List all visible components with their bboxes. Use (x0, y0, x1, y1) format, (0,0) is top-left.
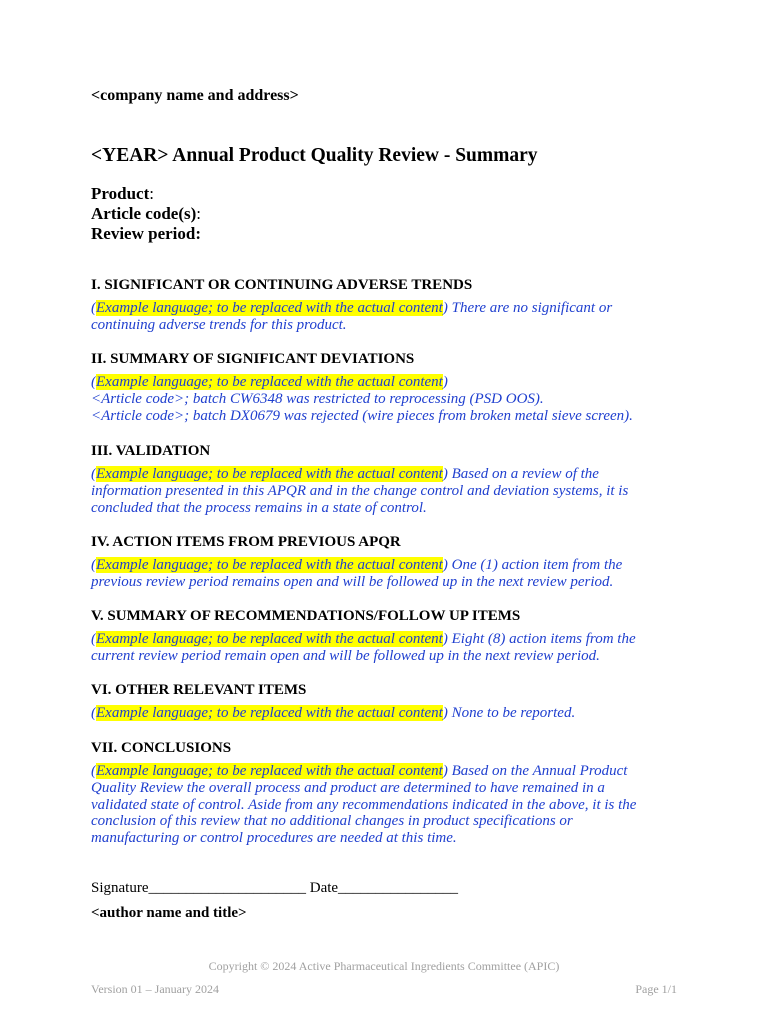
product-label: Product (91, 184, 150, 203)
footer-version: Version 01 – January 2024 (91, 982, 219, 996)
section-deviations (91, 350, 681, 424)
article-code-label: Article code(s) (91, 204, 197, 223)
section-line: (Example language; to be replaced with the actual content) One (1) action item from the (91, 557, 623, 573)
section-line: previous review period remains open and will be followed up in the next review period. (91, 573, 614, 590)
section-other-items (91, 681, 681, 722)
section-body (91, 300, 681, 334)
section-heading: V. SUMMARY OF RECOMMENDATIONS/FOLLOW UP ITEMS (91, 608, 521, 624)
review-period-row (91, 224, 201, 244)
section-line: continuing adverse trends for this product. (91, 316, 347, 333)
section-line: (Example language; to be replaced with the actual content) Based on the Annual Product (91, 763, 628, 779)
section-body (91, 466, 681, 516)
section-line: Quality Review the overall process and product are determined to have remained in a (91, 779, 605, 796)
company-name-address: <company name and address> (91, 87, 299, 104)
section-heading: I. SIGNIFICANT OR CONTINUING ADVERSE TRENDS (91, 277, 473, 293)
section-body (91, 557, 681, 591)
footer-page-number: Page 1/1 (635, 982, 677, 996)
section-line: information presented in this APQR and in the change control and deviation systems, it is (91, 482, 629, 499)
placeholder-highlight: Example language; to be replaced with the actual content (96, 705, 443, 721)
section-validation (91, 442, 681, 516)
product-row (91, 184, 201, 204)
article-code-row (91, 204, 201, 224)
section-line: (Example language; to be replaced with the actual content) None to be reported. (91, 705, 576, 721)
section-heading: VII. CONCLUSIONS (91, 740, 232, 756)
placeholder-highlight: Example language; to be replaced with the actual content (96, 300, 443, 316)
footer-copyright: Copyright © 2024 Active Pharmaceutical Ingredients Committee (APIC) (208, 959, 560, 973)
section-line: (Example language; to be replaced with the actual content) (91, 374, 448, 390)
article-code-colon: : (196, 204, 201, 223)
placeholder-highlight: Example language; to be replaced with the actual content (96, 763, 443, 779)
section-heading: VI. OTHER RELEVANT ITEMS (91, 682, 307, 698)
author-name-title: <author name and title> (91, 905, 247, 921)
product-meta (91, 184, 201, 244)
placeholder-highlight: Example language; to be replaced with the actual content (96, 374, 443, 390)
placeholder-highlight: Example language; to be replaced with the actual content (96, 631, 443, 647)
section-action-items (91, 533, 681, 591)
section-heading: IV. ACTION ITEMS FROM PREVIOUS APQR (91, 534, 401, 550)
section-body (91, 631, 681, 665)
section-line: <Article code>; batch DX0679 was rejected (wire pieces from broken metal sieve screen). (91, 407, 633, 424)
placeholder-highlight: Example language; to be replaced with the actual content (96, 466, 443, 482)
section-line: manufacturing or control procedures are needed at this time. (91, 830, 457, 847)
section-body (91, 374, 681, 424)
document-title: <YEAR> Annual Product Quality Review - Summary (91, 145, 538, 166)
section-line: <Article code>; batch CW6348 was restricted to reprocessing (PSD OOS). (91, 390, 544, 407)
section-line: (Example language; to be replaced with the actual content) There are no significant or (91, 300, 613, 316)
product-colon: : (149, 184, 154, 203)
section-adverse-trends (91, 276, 681, 334)
section-conclusions (91, 739, 681, 847)
section-line: concluded that the process remains in a state of control. (91, 499, 427, 516)
section-line: conclusion of this review that no additional changes in product specifications or (91, 813, 573, 830)
section-line: (Example language; to be replaced with the actual content) Eight (8) action items from the (91, 631, 636, 647)
section-heading: III. VALIDATION (91, 443, 211, 459)
section-line: current review period remain open and will be followed up in the next review period. (91, 647, 600, 664)
section-heading: II. SUMMARY OF SIGNIFICANT DEVIATIONS (91, 351, 415, 367)
section-line: (Example language; to be replaced with the actual content) Based on a review of the (91, 466, 599, 482)
section-body (91, 763, 681, 847)
review-period-label: Review period: (91, 224, 202, 243)
section-body (91, 705, 681, 722)
section-line: validated state of control. Aside from any recommendations indicated in the above, it is the (91, 796, 637, 813)
signature-date-line: Signature_____________________ Date________________ (91, 880, 459, 896)
section-recommendations (91, 607, 681, 665)
placeholder-highlight: Example language; to be replaced with the actual content (96, 557, 443, 573)
